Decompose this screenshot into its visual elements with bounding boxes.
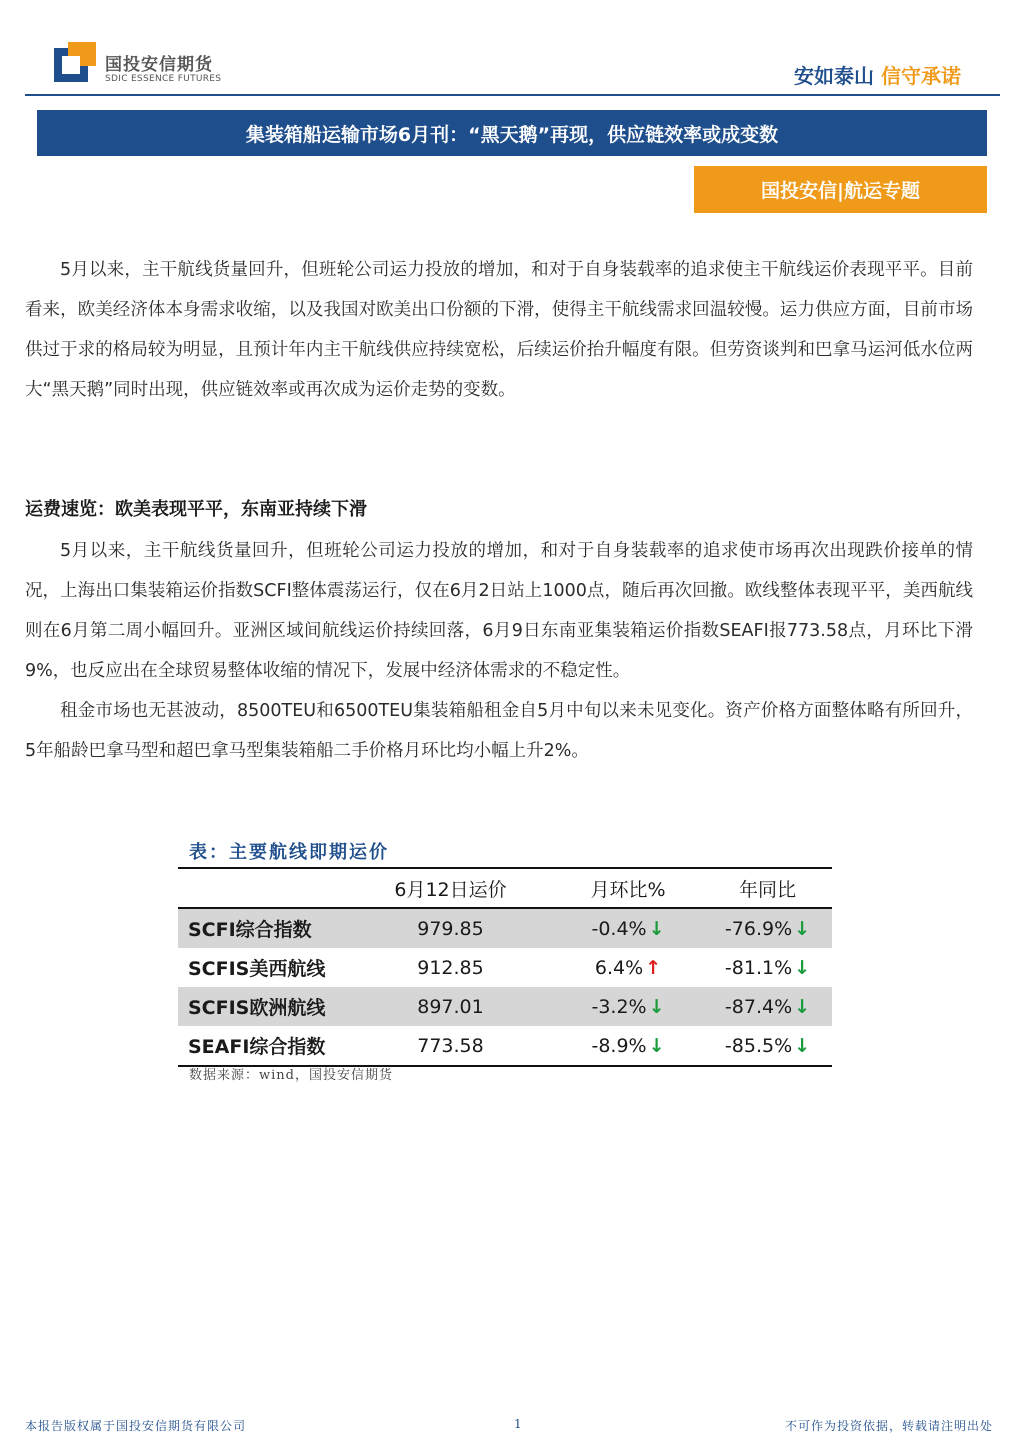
table-row	[178, 908, 832, 948]
header-mom: 月环比%	[553, 868, 703, 908]
route-name: SCFI综合指数	[178, 908, 348, 948]
company-logo	[54, 42, 229, 88]
footer-page-number: 1	[514, 1417, 523, 1431]
table-row	[178, 948, 832, 987]
section-paragraph-1: 5月以来，主干航线货量回升，但班轮公司运力投放的增加，和对于自身装载率的追求使市场再次出现跌价接单的情况，上海出口集装箱运价指数SCFI整体震荡运行，仅在6月2日站上1000点，随后再次回撤。欧线整体表现平平，美西航线则在6月第二周小幅回升。亚洲区域间航线运价持续回落，6月9日东南亚集装箱运价指数SEAFI报773.58点，月环比下滑9%，也反应出在全球贸易整体收缩的情况下，发展中经济体需求的不稳定性。	[25, 541, 973, 681]
section-heading: 运费速览：欧美表现平平，东南亚持续下滑	[25, 499, 367, 520]
arrow-down-icon: ↓	[648, 995, 665, 1018]
report-title: 集装箱船运输市场6月刊：“黑天鹅”再现，供应链效率或成变数	[37, 110, 987, 156]
route-mom	[553, 948, 703, 987]
logo-english-name: SDIC ESSENCE FUTURES	[105, 74, 222, 84]
report-tag: 国投安信|航运专题	[694, 166, 987, 213]
section-body	[25, 531, 973, 771]
route-yoy	[703, 1026, 832, 1066]
header-route	[178, 868, 348, 908]
header-price: 6月12日运价	[348, 868, 553, 908]
summary-text: 5月以来，主干航线货量回升，但班轮公司运力投放的增加，和对于自身装载率的追求使主干航线运价表现平平。目前看来，欧美经济体本身需求收缩，以及我国对欧美出口份额的下滑，使得主干航线需求回温较慢。运力供应方面，目前市场供过于求的格局较为明显，且预计年内主干航线供应持续宽松，后续运价抬升幅度有限。但劳资谈判和巴拿马运河低水位两大“黑天鹅”同时出现，供应链效率或再次成为运价走势的变数。	[25, 260, 973, 400]
footer-disclaimer: 不可作为投资依据，转载请注明出处	[784, 1419, 993, 1433]
route-yoy	[703, 948, 832, 987]
arrow-down-icon: ↓	[794, 956, 811, 979]
slogan-part2: 信守承诺	[881, 64, 961, 88]
table-row	[178, 987, 832, 1026]
route-yoy	[703, 987, 832, 1026]
route-name: SCFIS欧洲航线	[178, 987, 348, 1026]
yoy-value: -87.4%	[724, 995, 793, 1018]
mom-value: -0.4%	[591, 917, 647, 940]
mom-value: 6.4%	[594, 956, 644, 979]
route-price: 773.58	[348, 1026, 553, 1066]
arrow-down-icon: ↓	[794, 995, 811, 1018]
route-price: 912.85	[417, 956, 484, 979]
route-price: 979.85	[348, 908, 553, 948]
route-name: SEAFI综合指数	[178, 1026, 348, 1066]
table-header-row	[178, 868, 832, 908]
route-mom	[553, 987, 703, 1026]
mom-value: -8.9%	[591, 1034, 647, 1057]
header-divider	[25, 94, 1000, 96]
section-paragraph-2: 租金市场也无甚波动，8500TEU和6500TEU集装箱船租金自5月中旬以来未见变化。资产价格方面整体略有所回升，5年船龄巴拿马型和超巴拿马型集装箱船二手价格月环比均小幅上升2%。	[25, 701, 973, 761]
yoy-value: -85.5%	[724, 1034, 793, 1057]
route-yoy	[703, 908, 832, 948]
yoy-value: -81.1%	[724, 956, 793, 979]
arrow-down-icon: ↓	[794, 917, 811, 940]
arrow-down-icon: ↓	[648, 1034, 665, 1057]
header-yoy: 年同比	[703, 868, 832, 908]
logo-mark-icon	[54, 42, 96, 84]
freight-rate-table	[178, 867, 832, 1067]
summary-paragraph	[25, 250, 973, 410]
route-mom	[553, 908, 703, 948]
slogan-part1: 安如泰山	[794, 64, 875, 88]
route-mom	[553, 1026, 703, 1066]
route-price: 897.01	[348, 987, 553, 1026]
arrow-up-icon: ↑	[645, 956, 662, 979]
table-source: 数据来源：wind，国投安信期货	[189, 1068, 393, 1083]
slogan	[794, 60, 961, 89]
arrow-down-icon: ↓	[648, 917, 665, 940]
arrow-down-icon: ↓	[794, 1034, 811, 1057]
table-caption: 表：主要航线即期运价	[189, 842, 389, 863]
logo-chinese-name: 国投安信期货	[105, 55, 213, 75]
footer-copyright: 本报告版权属于国投安信期货有限公司	[25, 1419, 247, 1433]
table-row	[178, 1026, 832, 1066]
mom-value: -3.2%	[591, 995, 647, 1018]
route-name: SCFIS美西航线	[188, 958, 326, 980]
yoy-value: -76.9%	[724, 917, 793, 940]
